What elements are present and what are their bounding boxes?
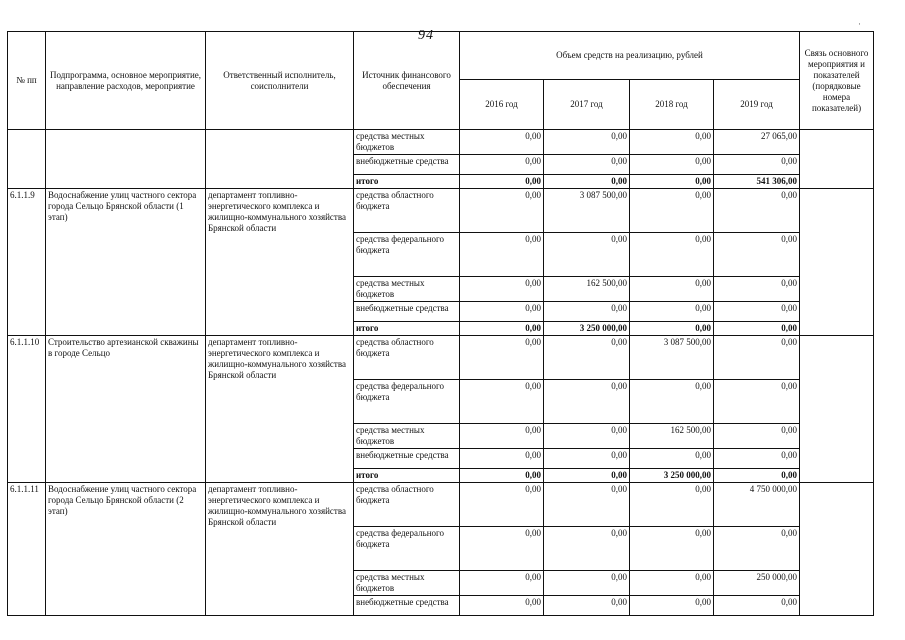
funding-source: средства федерального бюджета: [354, 527, 460, 571]
amount-cell: 0,00: [714, 302, 800, 322]
amount-cell: 0,00: [714, 527, 800, 571]
amount-cell: 0,00: [630, 130, 714, 155]
funding-source: средства местных бюджетов: [354, 277, 460, 302]
page-number: 94: [418, 28, 434, 43]
header-2017: 2017 год: [544, 80, 630, 130]
amount-cell: 0,00: [630, 277, 714, 302]
amount-cell: 541 306,00: [714, 175, 800, 189]
amount-cell: 0,00: [714, 277, 800, 302]
funding-row: [8, 189, 874, 233]
amount-cell: 0,00: [714, 596, 800, 616]
amount-cell: 0,00: [544, 233, 630, 277]
amount-cell: 0,00: [544, 424, 630, 449]
amount-cell: 0,00: [460, 175, 544, 189]
amount-cell: 0,00: [714, 233, 800, 277]
program-name: Водоснабжение улиц частного сектора города Сельцо Брянской области (2 этап): [46, 483, 206, 616]
amount-cell: 0,00: [630, 449, 714, 469]
executor: департамент топливно-энергетического комплекса и жилищно-коммунального хозяйства Брянской области: [206, 336, 354, 483]
header-program: Подпрограмма, основное мероприятие, направление расходов, мероприятие: [46, 32, 206, 130]
funding-source: внебюджетные средства: [354, 155, 460, 175]
amount-cell: 0,00: [544, 571, 630, 596]
amount-cell: 0,00: [460, 380, 544, 424]
amount-cell: 0,00: [630, 175, 714, 189]
funding-source: средства местных бюджетов: [354, 130, 460, 155]
amount-cell: 0,00: [630, 596, 714, 616]
amount-cell: 0,00: [460, 596, 544, 616]
amount-cell: 4 750 000,00: [714, 483, 800, 527]
funding-source: средства областного бюджета: [354, 483, 460, 527]
funding-source: средства местных бюджетов: [354, 424, 460, 449]
amount-cell: 250 000,00: [714, 571, 800, 596]
amount-cell: 0,00: [460, 277, 544, 302]
amount-cell: 0,00: [544, 336, 630, 380]
amount-cell: 0,00: [714, 336, 800, 380]
amount-cell: 0,00: [714, 380, 800, 424]
funding-source: внебюджетные средства: [354, 302, 460, 322]
amount-cell: 0,00: [630, 233, 714, 277]
amount-cell: 0,00: [460, 233, 544, 277]
amount-cell: 0,00: [630, 380, 714, 424]
amount-cell: 3 250 000,00: [630, 469, 714, 483]
table-body: [8, 130, 874, 616]
amount-cell: 3 250 000,00: [544, 322, 630, 336]
amount-cell: 0,00: [714, 155, 800, 175]
amount-cell: 0,00: [460, 527, 544, 571]
funding-source: средства федерального бюджета: [354, 380, 460, 424]
funding-source: средства федерального бюджета: [354, 233, 460, 277]
amount-cell: 0,00: [544, 449, 630, 469]
amount-cell: 0,00: [714, 449, 800, 469]
amount-cell: 0,00: [630, 322, 714, 336]
amount-cell: 0,00: [460, 483, 544, 527]
header-link: Связь основного мероприятия и показателей (порядковые номера показателей): [800, 32, 874, 130]
amount-cell: 0,00: [460, 424, 544, 449]
indicator-link: [800, 336, 874, 483]
funding-source: средства областного бюджета: [354, 189, 460, 233]
amount-cell: 3 087 500,00: [544, 189, 630, 233]
amount-cell: 162 500,00: [544, 277, 630, 302]
item-number: 6.1.1.9: [8, 189, 46, 336]
amount-cell: 0,00: [630, 571, 714, 596]
item-number: [8, 130, 46, 189]
header-num: № пп: [8, 32, 46, 130]
amount-cell: 0,00: [460, 571, 544, 596]
amount-cell: 0,00: [460, 322, 544, 336]
amount-cell: 0,00: [714, 189, 800, 233]
amount-cell: 0,00: [544, 302, 630, 322]
amount-cell: 0,00: [714, 322, 800, 336]
amount-cell: 0,00: [460, 155, 544, 175]
program-name: [46, 130, 206, 189]
funding-source: внебюджетные средства: [354, 449, 460, 469]
header-source: Источник финансового обеспечения: [354, 32, 460, 130]
funding-row: [8, 483, 874, 527]
funding-source: итого: [354, 322, 460, 336]
amount-cell: 27 065,00: [714, 130, 800, 155]
amount-cell: 0,00: [714, 424, 800, 449]
amount-cell: 0,00: [460, 449, 544, 469]
amount-cell: 0,00: [630, 189, 714, 233]
budget-table: [7, 31, 874, 616]
amount-cell: 0,00: [714, 469, 800, 483]
header-executor: Ответственный исполнитель, соисполнители: [206, 32, 354, 130]
executor: [206, 130, 354, 189]
amount-cell: 0,00: [544, 483, 630, 527]
amount-cell: 0,00: [630, 155, 714, 175]
amount-cell: 0,00: [630, 527, 714, 571]
program-name: Водоснабжение улиц частного сектора города Сельцо Брянской области (1 этап): [46, 189, 206, 336]
amount-cell: 0,00: [544, 527, 630, 571]
amount-cell: 162 500,00: [630, 424, 714, 449]
executor: департамент топливно-энергетического комплекса и жилищно-коммунального хозяйства Брянской области: [206, 483, 354, 616]
amount-cell: 0,00: [630, 483, 714, 527]
funding-source: средства областного бюджета: [354, 336, 460, 380]
funding-source: средства местных бюджетов: [354, 571, 460, 596]
amount-cell: 0,00: [460, 336, 544, 380]
header-2016: 2016 год: [460, 80, 544, 130]
amount-cell: 0,00: [630, 302, 714, 322]
executor: департамент топливно-энергетического комплекса и жилищно-коммунального хозяйства Брянской области: [206, 189, 354, 336]
funding-source: итого: [354, 175, 460, 189]
amount-cell: 0,00: [460, 302, 544, 322]
indicator-link: [800, 189, 874, 336]
funding-row: [8, 336, 874, 380]
amount-cell: 0,00: [460, 469, 544, 483]
program-name: Строительство артезианской скважины в городе Сельцо: [46, 336, 206, 483]
amount-cell: 3 087 500,00: [630, 336, 714, 380]
header-2018: 2018 год: [630, 80, 714, 130]
item-number: 6.1.1.10: [8, 336, 46, 483]
header-2019: 2019 год: [714, 80, 800, 130]
amount-cell: 0,00: [544, 175, 630, 189]
amount-cell: 0,00: [460, 130, 544, 155]
table-header: [8, 32, 874, 130]
amount-cell: 0,00: [544, 380, 630, 424]
scan-mark: ·: [858, 19, 861, 29]
funding-source: внебюджетные средства: [354, 596, 460, 616]
funding-source: итого: [354, 469, 460, 483]
amount-cell: 0,00: [544, 596, 630, 616]
amount-cell: 0,00: [460, 189, 544, 233]
header-volume: Объем средств на реализацию, рублей: [460, 32, 800, 80]
indicator-link: [800, 483, 874, 616]
indicator-link: [800, 130, 874, 189]
amount-cell: 0,00: [544, 469, 630, 483]
item-number: 6.1.1.11: [8, 483, 46, 616]
amount-cell: 0,00: [544, 130, 630, 155]
amount-cell: 0,00: [544, 155, 630, 175]
funding-row: [8, 130, 874, 155]
